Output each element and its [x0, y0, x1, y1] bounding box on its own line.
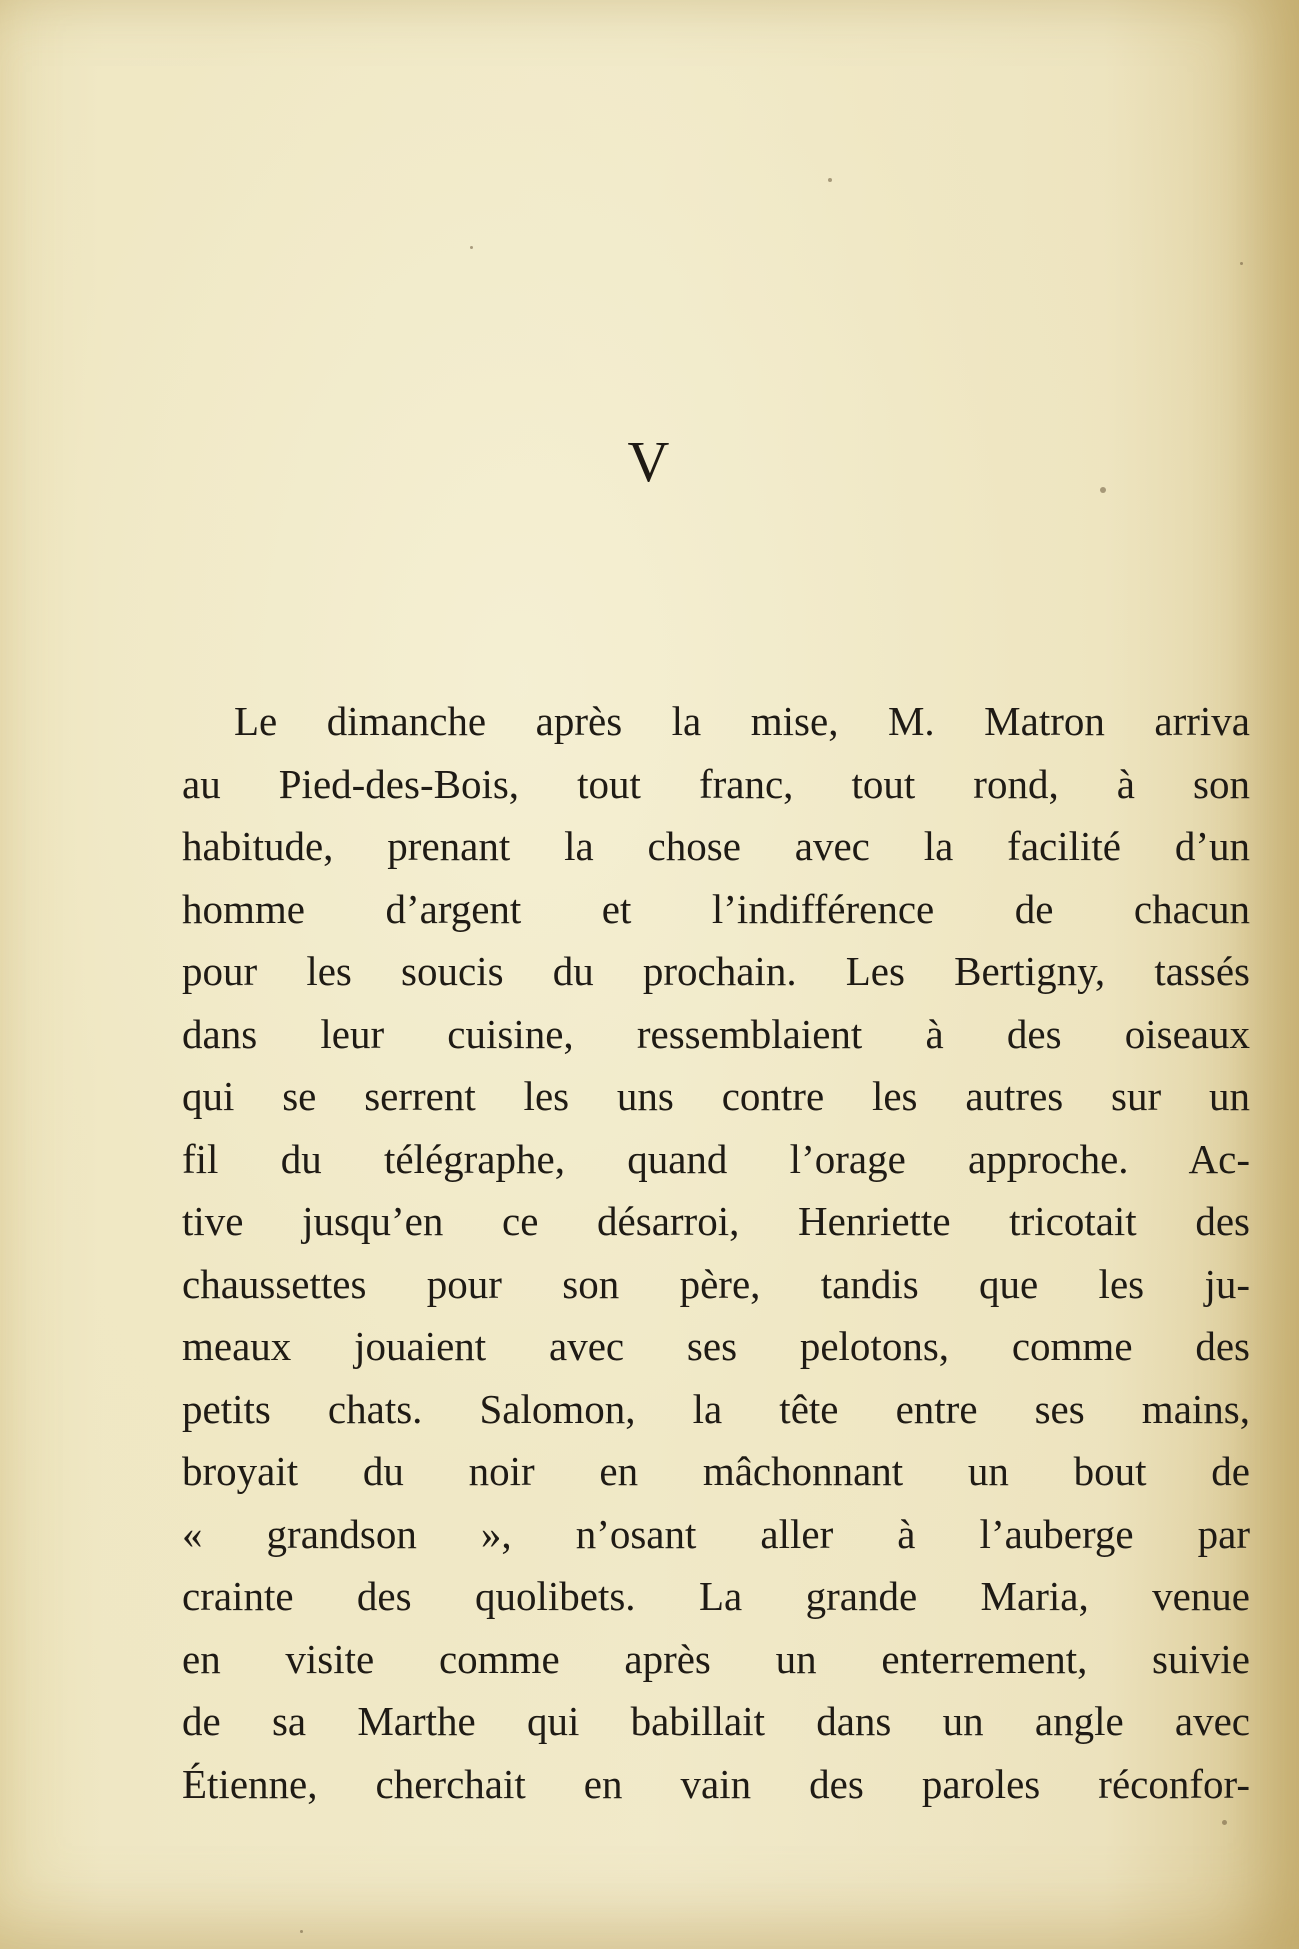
text-line: tive jusqu’en ce désarroi, Henriette tricotait des — [182, 1198, 1250, 1244]
chapter-numeral: V — [627, 429, 672, 494]
text-line: chaussettes pour son père, tandis que les ju- — [182, 1260, 1250, 1307]
paper-speck — [828, 178, 832, 182]
text-line: qui se serrent les uns contre les autres sur un — [182, 1073, 1250, 1119]
text-line: meaux jouaient avec ses pelotons, comme des — [182, 1323, 1250, 1369]
text-line: « grandson », n’osant aller à l’auberge par — [182, 1510, 1250, 1557]
paper-speck — [1222, 1820, 1227, 1825]
text-line: Le dimanche après la mise, M. Matron arriva — [234, 698, 1250, 744]
text-line: broyait du noir en mâchonnant un bout de — [182, 1448, 1250, 1494]
text-line: crainte des quolibets. La grande Maria, venue — [182, 1573, 1250, 1619]
paper-speck — [470, 246, 473, 249]
paper-speck — [1240, 262, 1243, 265]
paper-speck — [300, 1930, 303, 1933]
text-line: pour les soucis du prochain. Les Bertigny, tassés — [182, 948, 1250, 994]
text-line: au Pied-des-Bois, tout franc, tout rond, à son — [182, 760, 1250, 807]
text-line: petits chats. Salomon, la tête entre ses mains, — [182, 1385, 1250, 1432]
text-line: Étienne, cherchait en vain des paroles réconfor- — [182, 1760, 1250, 1807]
text-line: de sa Marthe qui babillait dans un angle avec — [182, 1698, 1250, 1744]
text-line: en visite comme après un enterrement, suivie — [182, 1635, 1250, 1682]
text-line: habitude, prenant la chose avec la facilité d’un — [182, 823, 1250, 869]
text-line: dans leur cuisine, ressemblaient à des oiseaux — [182, 1010, 1250, 1057]
text-line: fil du télégraphe, quand l’orage approche. Ac- — [182, 1135, 1250, 1182]
text-line: homme d’argent et l’indifférence de chacun — [182, 885, 1250, 932]
body-text — [182, 690, 1250, 1815]
